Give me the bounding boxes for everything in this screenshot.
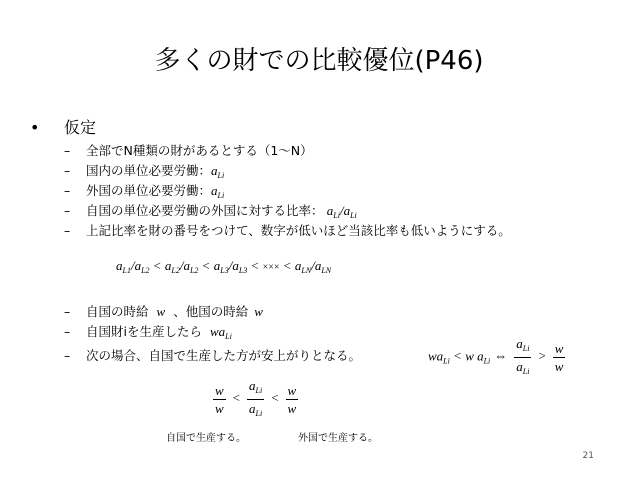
bullet-assumption [30,117,96,139]
item-text: 上記比率を財の番号をつけて、数字が低いほど当該比率も低いようにする。 [86,223,511,238]
item-text: 自国の時給 [86,304,149,319]
item-ordering [64,222,511,240]
item-goods-count [64,142,313,160]
dash-marker: – [64,163,71,178]
dash-marker: – [64,143,71,158]
condition-formula: $wa_{Li} < w$ $a_{Li}$ ⇔ $\frac{a_{Li}}{a_{Li}}$ > $\frac{w}{w}$ [428,336,568,379]
caption-foreign: 外国で生産する。 [298,433,378,444]
item-text: 全部でN種類の財があるとする（1〜N） [86,143,313,158]
bullet-label: 仮定 [64,118,97,137]
item-text: 外国の単位必要労働： [86,183,212,198]
dash-marker: – [64,183,71,198]
math-aLi-star: $a_{Li}$ [211,183,225,200]
math-waLi: $wa_{Li}$ [209,324,232,341]
math-aLi: $a_{Li}$ [211,163,225,180]
frac-w-left: $\frac{w}{w}$ [215,383,224,416]
inequality-chain: $\frac{w}{w}$ < $\frac{a_{Li}}{a_{Li}}$ < $\frac{w}{w}$ [210,378,301,421]
caption-home: 自国で生産する。 [166,433,246,444]
math-ratio: $a_{Li}/a_{Li}$ [326,203,357,220]
item-text: 自国の単位必要労働の外国に対する比率： [86,203,324,218]
item-text: 次の場合、自国で生産した方が安上がりとなる。 [86,348,362,363]
ordering-formula: $a_{L1}/a_{L2} < a_{L2}/a_{L2} < a_{L3}/a_{L3}$ < ××× < $a_{LN}/a_{LN}$ [116,258,332,275]
item-produce-cost [64,323,232,346]
bullet-marker: • [30,118,40,137]
frac-a-ratio: $\frac{a_{Li}}{a_{Li}}$ [516,336,530,376]
page-number: 21 [582,451,594,461]
dash-marker: – [64,324,71,339]
dash-marker: – [64,348,71,363]
item-text: 国内の単位必要労働： [86,163,212,178]
dash-marker: – [64,203,71,218]
item-text: 自国財iを生産したら [86,324,202,339]
item-text: 、他国の時給 [173,304,249,319]
frac-a-middle: $\frac{a_{Li}}{a_{Li}}$ [249,378,263,418]
slide-title: 多くの財での比較優位(P46) [154,46,484,76]
item-cheaper-condition [64,347,361,365]
math-w-home: w [156,304,166,319]
frac-w-right: $\frac{w}{w}$ [287,383,297,416]
frac-w-ratio: $\frac{w}{w}$ [554,341,564,374]
math-w-foreign: w [254,304,263,319]
dash-marker: – [64,223,71,238]
dash-marker: – [64,304,71,319]
item-wages [64,303,263,321]
